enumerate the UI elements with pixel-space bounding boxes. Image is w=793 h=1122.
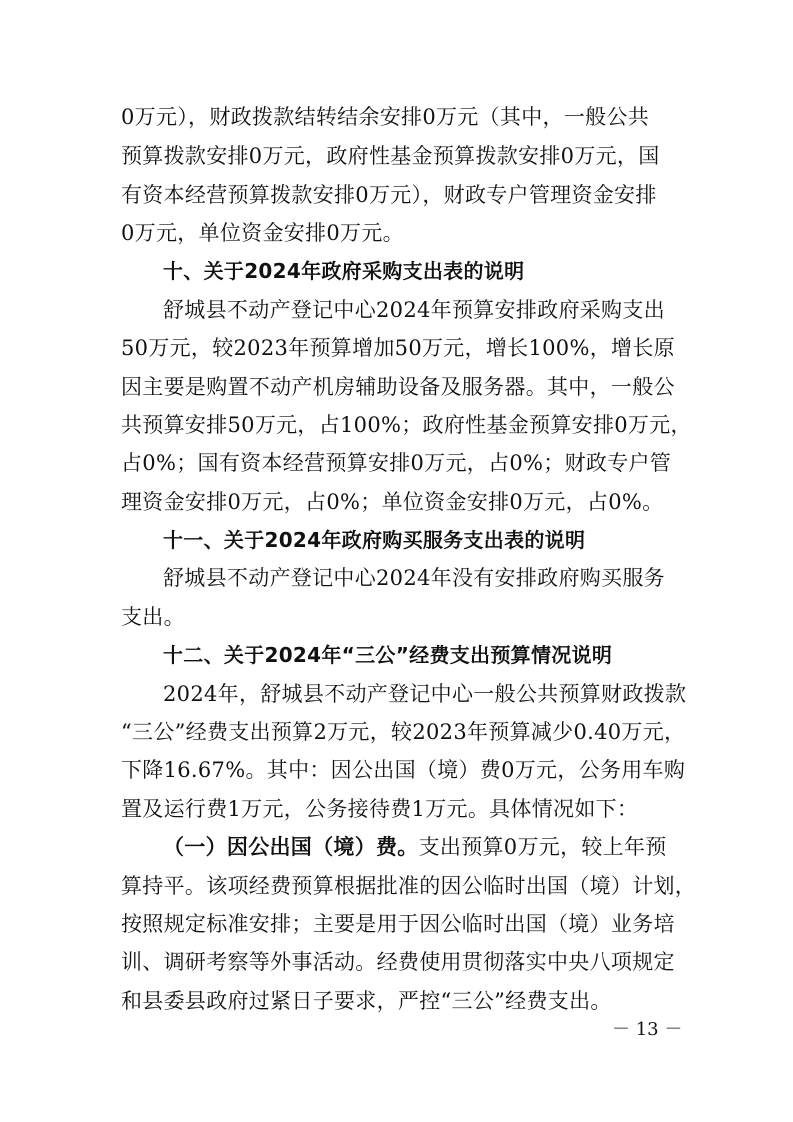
body-text-line: 理资金安排0万元，占0%；单位资金安排0万元，占0%。 (121, 490, 664, 514)
body-text-line: 舒城县不动产登记中心2024年没有安排政府购买服务 (163, 566, 665, 590)
body-text-line: 支出。 (121, 605, 185, 629)
section-heading: 十一、关于2024年政府购买服务支出表的说明 (163, 528, 586, 552)
body-text-line: 占0%；国有资本经营预算安排0万元，占0%；财政专户管 (121, 451, 672, 475)
body-text-line: 舒城县不动产登记中心2024年预算安排政府采购支出 (163, 298, 665, 322)
body-text-line: “三公”经费支出预算2万元，较2023年预算减少0.40万元， (121, 720, 686, 744)
body-text-line: 有资本经营预算拨款安排0万元），财政专户管理资金安排 (121, 183, 657, 207)
subsection-text: 支出预算0万元，较上年预 (418, 835, 667, 859)
body-text-line: 预算拨款安排0万元，政府性基金预算拨款安排0万元，国 (121, 144, 660, 168)
subsection-first-line (163, 832, 681, 862)
body-text-line: 按照规定标准安排；主要是用于因公临时出国（境）业务培 (121, 912, 675, 936)
body-text-line: 0万元，单位资金安排0万元。 (121, 221, 404, 245)
body-text-line: 训、调研考察等外事活动。经费使用贯彻落实中央八项规定 (121, 950, 675, 974)
body-text-line: 和县委县政府过紧日子要求，严控“三公”经费支出。 (121, 989, 612, 1013)
body-text-line: 算持平。该项经费预算根据批准的因公临时出国（境）计划， (121, 874, 697, 898)
body-text-line: 50万元，较2023年预算增加50万元，增长100%，增长原 (121, 336, 675, 360)
section-heading: 十、关于2024年政府采购支出表的说明 (163, 259, 525, 283)
body-text-line: 下降16.67%。其中：因公出国（境）费0万元，公务用车购 (121, 758, 686, 782)
body-text-line: 置及运行费1万元，公务接待费1万元。具体情况如下： (121, 797, 639, 821)
body-text-line: 2024年，舒城县不动产登记中心一般公共预算财政拨款 (163, 682, 687, 706)
subsection-title: （一）因公出国（境）费。 (163, 834, 419, 859)
section-heading: 十二、关于2024年“三公”经费支出预算情况说明 (163, 643, 613, 667)
body-text-line: 0万元），财政拨款结转结余安排0万元（其中，一般公共 (121, 105, 650, 129)
page-number: － 13 － (612, 1019, 683, 1040)
body-text-line: 共预算安排50万元，占100%；政府性基金预算安排0万元， (121, 413, 692, 437)
body-text-line: 因主要是购置不动产机房辅助设备及服务器。其中，一般公 (121, 375, 675, 399)
